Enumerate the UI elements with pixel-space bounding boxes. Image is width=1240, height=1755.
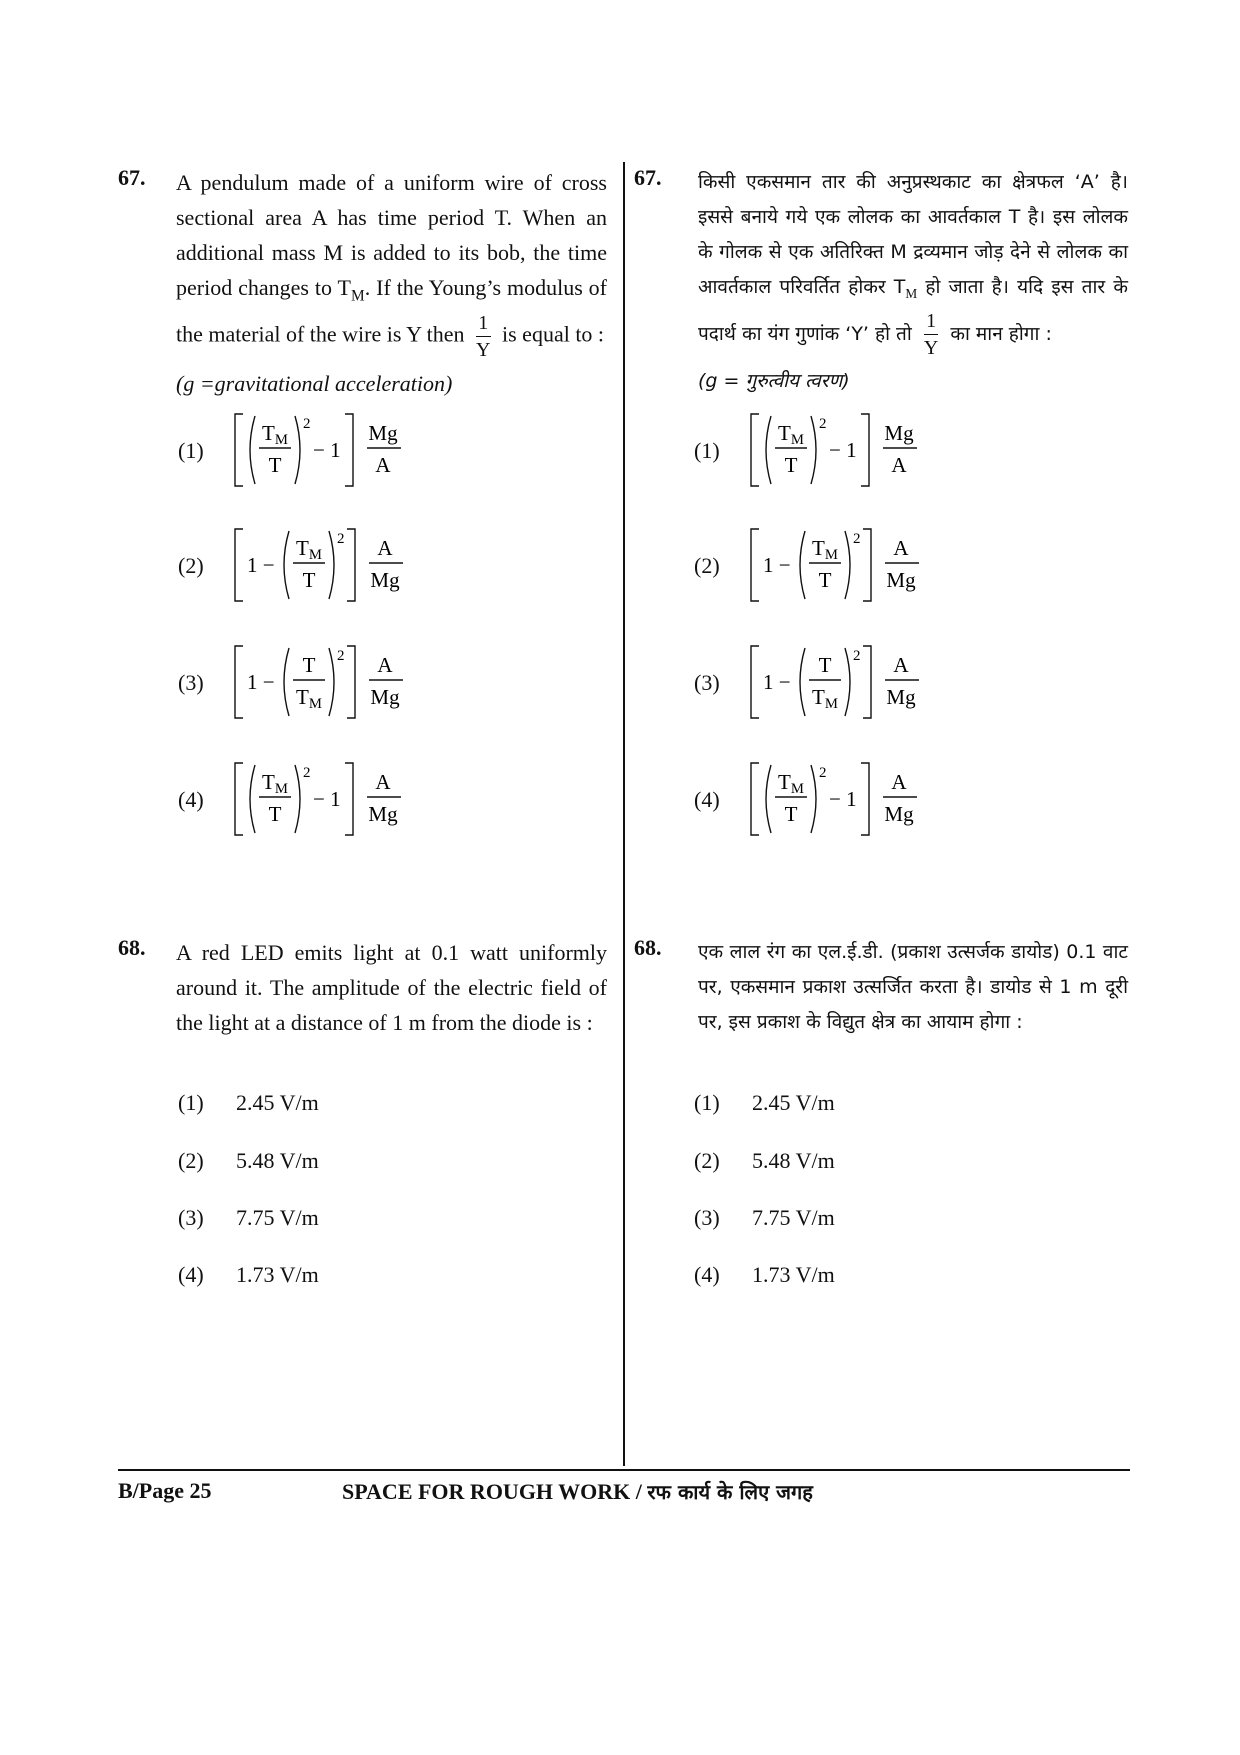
option-label: (4)	[178, 1262, 204, 1287]
question-text: एक लाल रंग का एल.ई.डी. (प्रकाश उत्सर्जक डायोड) 0.1 वाट पर, एकसमान प्रकाश उत्सर्जित करता है। डायोड से 1 m दूरी पर, इस प्रकाश के विद्युत क्षेत्र का आयाम होगा :	[698, 941, 1128, 1033]
question-number: 67.	[118, 165, 146, 190]
left-paren	[800, 531, 805, 599]
ratio-numerator: TM	[262, 770, 288, 797]
outer-denominator: Mg	[370, 685, 400, 709]
option-formula	[233, 642, 433, 722]
answer-option	[178, 1262, 319, 1288]
question-text-part: A pendulum made of a uniform wire of cross sectional area A has time period T. When an additional mass M is added to its bob, the time period changes to T	[176, 170, 607, 300]
option-label: (1)	[694, 438, 720, 463]
exponent: 2	[819, 765, 827, 781]
option-label: (3)	[178, 670, 204, 695]
left-bracket	[235, 646, 243, 718]
question-number: 67.	[634, 165, 662, 190]
answer-option	[694, 1090, 835, 1116]
minus-one: − 1	[829, 787, 857, 811]
right-paren	[295, 416, 300, 484]
right-bracket	[863, 646, 871, 718]
ratio-numerator: TM	[778, 421, 804, 448]
left-bracket	[235, 529, 243, 601]
outer-numerator: A	[893, 536, 909, 560]
right-bracket	[861, 763, 869, 835]
option-formula	[749, 525, 949, 605]
left-paren	[284, 531, 289, 599]
one-minus: 1 −	[247, 670, 275, 694]
option-label: (2)	[178, 1148, 204, 1173]
gravity-note: (g =gravitational acceleration)	[176, 371, 453, 397]
question-68-en	[118, 935, 607, 1040]
option-value: 5.48 V/m	[752, 1148, 835, 1173]
question-68-hi	[634, 935, 1129, 1040]
left-paren	[250, 765, 255, 833]
exponent: 2	[819, 416, 827, 432]
option-label: (3)	[694, 670, 720, 695]
left-bracket	[751, 529, 759, 601]
question-number: 68.	[634, 935, 662, 960]
outer-numerator: A	[893, 653, 909, 677]
exponent: 2	[303, 765, 311, 781]
left-bracket	[751, 646, 759, 718]
question-text-part: is equal to :	[502, 321, 605, 347]
ratio-numerator: T	[818, 653, 832, 677]
outer-denominator: Mg	[368, 802, 398, 826]
left-paren	[766, 765, 771, 833]
rough-work-hindi: रफ कार्य के लिए जगह	[647, 1480, 813, 1504]
question-67-hi	[634, 165, 1129, 399]
right-bracket	[347, 529, 355, 601]
ratio-numerator: TM	[778, 770, 804, 797]
question-text	[176, 165, 607, 401]
left-paren	[800, 648, 805, 716]
answer-option	[694, 1148, 835, 1174]
option-formula	[233, 525, 433, 605]
outer-numerator: A	[377, 653, 393, 677]
ratio-numerator: TM	[812, 536, 838, 563]
column-divider	[623, 162, 625, 1466]
option-label: (1)	[178, 438, 204, 463]
ratio-denominator: T	[268, 453, 282, 477]
exponent: 2	[303, 416, 311, 432]
rough-work-label	[342, 1478, 813, 1505]
outer-denominator: A	[891, 453, 907, 477]
left-paren	[766, 416, 771, 484]
option-value: 7.75 V/m	[752, 1205, 835, 1230]
footer-rule	[118, 1469, 1130, 1471]
question-text: A red LED emits light at 0.1 watt uniformly around it. The amplitude of the electric field of the light at a distance of 1 m from the diode is :	[176, 940, 607, 1035]
question-text-part: हो जाता है। यदि इस तार के पदार्थ का यंग गुणांक ‘Y’ हो तो	[698, 276, 1128, 345]
right-paren	[329, 648, 334, 716]
ratio-denominator: T	[302, 568, 316, 592]
ratio-numerator: TM	[262, 421, 288, 448]
left-bracket	[751, 414, 759, 486]
right-bracket	[863, 529, 871, 601]
option-value: 5.48 V/m	[236, 1148, 319, 1173]
right-paren	[811, 765, 816, 833]
option-formula	[749, 410, 949, 490]
one-minus: 1 −	[763, 553, 791, 577]
one-minus: 1 −	[247, 553, 275, 577]
right-paren	[295, 765, 300, 833]
question-text-part: किसी एकसमान तार की अनुप्रस्थकाट का क्षेत्रफल ‘A’ है। इससे बनाये गये एक लोलक का आवर्तकाल T है। इस लोलक के गोलक से एक अतिरिक्त M द्रव्यमान जोड़ देने से लोलक का आवर्तकाल परिवर्तित होकर T	[698, 171, 1128, 298]
outer-numerator: A	[891, 770, 907, 794]
outer-denominator: Mg	[886, 568, 916, 592]
outer-numerator: A	[375, 770, 391, 794]
exponent: 2	[337, 648, 345, 664]
outer-denominator: Mg	[370, 568, 400, 592]
right-paren	[845, 648, 850, 716]
fraction-numerator: 1	[924, 311, 938, 335]
option-formula	[233, 410, 433, 490]
exponent: 2	[853, 648, 861, 664]
right-bracket	[347, 646, 355, 718]
answer-option	[178, 1148, 319, 1174]
outer-numerator: Mg	[368, 421, 398, 445]
option-value: 1.73 V/m	[236, 1262, 319, 1287]
right-bracket	[345, 763, 353, 835]
minus-one: − 1	[313, 438, 341, 462]
option-value: 7.75 V/m	[236, 1205, 319, 1230]
option-formula	[749, 642, 949, 722]
option-label: (2)	[694, 1148, 720, 1173]
option-label: (1)	[694, 1090, 720, 1115]
ratio-numerator: TM	[296, 536, 322, 563]
option-value: 2.45 V/m	[236, 1090, 319, 1115]
question-number: 68.	[118, 935, 146, 960]
fraction-denominator: Y	[476, 339, 491, 362]
minus-one: − 1	[313, 787, 341, 811]
subscript: M	[351, 287, 365, 305]
ratio-denominator: T	[784, 453, 798, 477]
option-label: (2)	[178, 553, 204, 578]
ratio-denominator: TM	[812, 685, 838, 712]
gravity-note: (g = गुरुत्वीय त्वरण)	[698, 369, 850, 392]
question-text-part: . If the Young’s modulus of the material of the wire is Y then	[176, 275, 608, 347]
right-paren	[329, 531, 334, 599]
option-value: 2.45 V/m	[752, 1090, 835, 1115]
option-label: (4)	[178, 787, 204, 812]
fraction-numerator: 1	[476, 313, 490, 337]
one-minus: 1 −	[763, 670, 791, 694]
answer-option	[178, 1090, 319, 1116]
ratio-numerator: T	[302, 653, 316, 677]
rough-work-english: SPACE FOR ROUGH WORK /	[342, 1479, 648, 1504]
left-bracket	[235, 414, 243, 486]
option-label: (3)	[178, 1205, 204, 1230]
left-paren	[284, 648, 289, 716]
right-bracket	[861, 414, 869, 486]
answer-option	[178, 1205, 319, 1231]
one-over-y-fraction	[924, 311, 938, 358]
question-text-part: का मान होगा :	[950, 322, 1052, 345]
outer-denominator: Mg	[884, 802, 914, 826]
outer-denominator: A	[375, 453, 391, 477]
left-bracket	[751, 763, 759, 835]
subscript: M	[905, 285, 918, 301]
right-bracket	[345, 414, 353, 486]
ratio-denominator: T	[784, 802, 798, 826]
question-67-en	[118, 165, 608, 401]
left-paren	[250, 416, 255, 484]
exponent: 2	[853, 531, 861, 547]
ratio-denominator: TM	[296, 685, 322, 712]
outer-denominator: Mg	[886, 685, 916, 709]
answer-option	[694, 1262, 835, 1288]
question-text	[698, 165, 1128, 399]
right-paren	[845, 531, 850, 599]
outer-numerator: Mg	[884, 421, 914, 445]
answer-option	[694, 1205, 835, 1231]
option-label: (2)	[694, 553, 720, 578]
option-label: (1)	[178, 1090, 204, 1115]
ratio-denominator: T	[818, 568, 832, 592]
option-formula	[233, 759, 433, 839]
option-label: (4)	[694, 787, 720, 812]
option-label: (4)	[694, 1262, 720, 1287]
option-value: 1.73 V/m	[752, 1262, 835, 1287]
exponent: 2	[337, 531, 345, 547]
right-paren	[811, 416, 816, 484]
minus-one: − 1	[829, 438, 857, 462]
option-formula	[749, 759, 949, 839]
page-number: B/Page 25	[118, 1478, 212, 1503]
outer-numerator: A	[377, 536, 393, 560]
ratio-denominator: T	[268, 802, 282, 826]
fraction-denominator: Y	[923, 336, 939, 359]
option-label: (3)	[694, 1205, 720, 1230]
left-bracket	[235, 763, 243, 835]
one-over-y-fraction	[476, 313, 490, 360]
